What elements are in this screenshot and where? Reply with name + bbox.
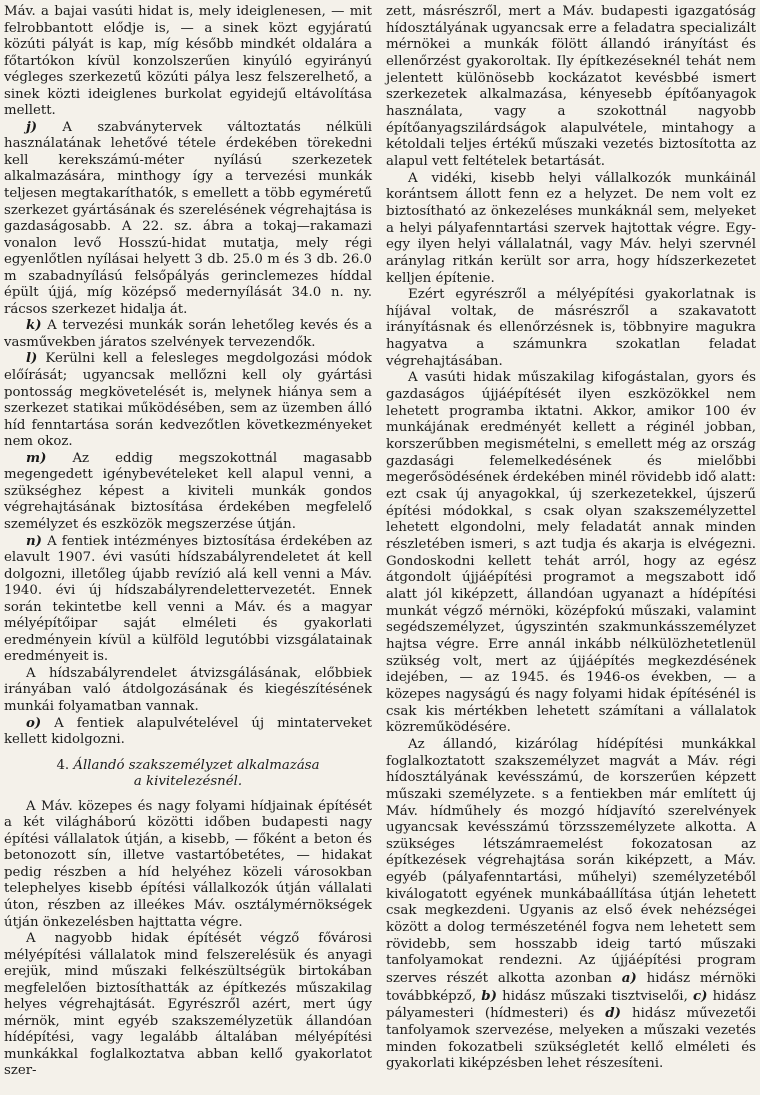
item-label-m: m): [26, 450, 47, 466]
paragraph-o: [4, 716, 372, 749]
item-label-o: o): [26, 715, 42, 731]
item-label-l: l): [26, 351, 38, 367]
item-text-l: Kerülni kell a felesleges megdolgozási módok előírását; ugyancsak mellőzni kell oly gyártási pontosság megkövetelését is, melynek hiánya sem a szerkezet statikai működésében, sem az üzemben álló híd fenntartása során kedvezőtlen következményeket nem okoz.: [4, 351, 372, 450]
item-label-j: j): [26, 119, 38, 135]
paragraph-n: [4, 534, 372, 666]
item-label-k: k): [26, 318, 42, 334]
paragraph-k: [4, 318, 372, 351]
paragraph-rural-contractors: A vidéki, kisebb helyi vállalkozók munkáinál korántsem állott fenn ez a helyzet. De nem volt ez biztosítható az önkezeléses munkáknál sem, melyeket a helyi pályafenntartási szervek hajtottak végre. Egy-egy ilyen helyi vállalatnál, vagy Máv. helyi szervnél aránylag ritkán került sor arra, hogy hídszerkezetet kelljen építenie.: [386, 170, 756, 286]
item-label-d: d): [605, 1005, 621, 1022]
item-label-c: c): [692, 987, 708, 1004]
paragraph-mav-bridges: A Máv. közepes és nagy folyami hídjainak építését a két világháború közötti időben budapesti nagy építési vállalatok útján, a kisebb, — főként a beton és betonozott sín, illetve vastartóbetétes, — hidakat pedig részben a híd helyéhez közeli városokban telephelyes kisebb építési vállalkozók útján vállalati úton, részben az illeékes Máv. osztálymérnökségek útján önkezelésben hajttatta végre.: [4, 798, 372, 930]
paragraph-larger-bridges: A nagyobb hidak építését végző fővárosi mélyépítési vállalatok mind felszerelésük és anyagi erejük, mind műszaki felkészültségük birtokában megfelelően biztosíthatták az építkezés műszakilag helyes végrehajtását. Egyrészről azért, mert úgy mérnök, mint egyéb szakszemélyzetük állandóan hídépítési, vagy legalább általában mélyépítési munkákkal foglalkoztatva abban kellő gyakorlatot szer-: [4, 931, 372, 1079]
section-title-line1: Állandó szakszemélyzet alkalmazása: [69, 757, 320, 773]
item-text-m: Az eddig megszokottnál magasabb megengedett igénybevételeket kell alapul venni, a szükséghez képest a kiviteli munkák gondos végrehajtásának biztosítása érdekében megfelelő személyzet és eszközök megszerzése útján.: [4, 450, 372, 532]
permanent-staff-text: Az állandó, kizárólag hídépítési munkákkal foglalkoztatott szakszemélyzet magvát a Máv. régi hídosztályának kevésszámú, de korszerűen képzett műszaki személyzete. s a fentiekben már említett új Máv. hídműhely és mozgó hídjavító szerelvények ugyancsak kevésszámú törzsszemélyzete alkotta. A szükséges létszámraemelést fokozatosan az építkezések végrehajtása során kiképzett, a Máv. egyéb (pályafenntartási, műhelyi) személyzetéből kiválogatott egyének munkábaállítása útján lehetett csak megkezdeni. Ugyanis az első évek nehézségei között a dolog természeténél fogva nem lehetett sem rövidebb, sem hosszabb ideig tartó műszaki tanfolyamokat rendezni. Az újjáépítési program szerves részét alkotta azonban: [386, 736, 756, 987]
item-text-n: A fentiek intézményes biztosítása érdekében az elavult 1907. évi vasúti hídszabályrendeletet át kell dolgozni, illetőleg újabb revízió alá kell venni a Máv. 1940. évi új hídszabályrendelettervezetét. Ennek során tekintetbe kell venni a Máv. és a magyar mélyépítőipar saját elméleti és gyakorlati eredményein kívül a külföld legutóbbi vizsgálatainak eredményeit is.: [4, 533, 372, 665]
item-text-a: hidász mérnöki továbbképző,: [386, 971, 756, 1004]
item-label-n: n): [26, 533, 42, 549]
section-title-line2: a kivitelezésnél.: [133, 774, 243, 790]
item-text-j: A szabványtervek változtatás nélküli használatának lehetővé tétele érdekében törekedni kell kerekszámú-méter nyílású szerkezetek alkalmazására, minthogy így a tervezési munkák teljesen megtakaríthatók, s emellett a több egyméretű szerkezet gyártásának és szerelésének végrehajtása is gazdaságosabb. A 22. sz. ábra a tokaj—rakamazi vonalon levő Hosszú-hidat mutatja, mely régi egyenlőtlen nyílásai helyett 3 db. 25.0 m és 3 db. 26.0 m szabadnyílású felsőpályás gerinclemezes híddal épült újjá, míg középső medernyílását 34.0 n. ny. rácsos szerkezet hidalja át.: [4, 119, 372, 317]
section-number: 4.: [56, 757, 70, 773]
paragraph-therefore: Ezért egyrészről a mélyépítési gyakorlatnak is híjával voltak, de másrészről a szakavatott irányításnak és ellenőrzésnek is, többnyire magukra hagyatva a számunkra szokatlan feladat végrehajtásában.: [386, 287, 756, 369]
item-text-k: A tervezési munkák során lehetőleg kevés és a vasművekben járatos szelvények tervezendők.: [4, 318, 372, 350]
left-column: [4, 4, 372, 1080]
paragraph-l: [4, 351, 372, 450]
paragraph-continuation: zett, másrészről, mert a Máv. budapesti igazgatóság hídosztályának ugyancsak erre a feladatra specializált mérnökei a munkák fölött állandó irányítást és ellenőrzést gyakoroltak. Ily építkezéseknél tehát nem jelentett különösebb kockázatot kevésbbé ismert szerkezetek alkalmazása, kényesebb építőanyagok használata, vagy a szokottnál nagyobb építőanyagszilárdságok alapulvétele, mintahogy a kétoldali teljes értékű műszaki vezetés biztosította az alapul vett feltételek betartását.: [386, 4, 756, 169]
item-text-d: hidász művezetői tanfolyamok szervezése, melyeken a műszaki vezetés minden fokozatbeli szükségletét kellő elméleti és gyakorlati kiképzésben lehet részesíteni.: [386, 1006, 756, 1072]
item-text-o: A fentiek alapulvételével új mintaterveket kellett kidolgozni.: [4, 715, 372, 748]
item-text-c: hidász pályamesteri (hídmesteri) és: [386, 988, 756, 1022]
paragraph-regulation-review: A hídszabályrendelet átvizsgálásának, előbbiek irányában való átdolgozásának és kiegészítésének munkái folyamatban vannak.: [4, 665, 372, 714]
paragraph-j: [4, 120, 372, 319]
paragraph-bajai-bridge: Máv. a bajai vasúti hidat is, mely ideiglenesen, — mit felrobbantott elődje is, — a sinek közt egyjáratú közúti pályát is kap, míg később mindkét oldalára a főtartókon kívül konzolszerűen kinyúló egyirányú végleges szerkezetű közúti pálya lesz felszerelhető, a sinek közti ideiglenes burkolat egyidejű eltávolítása mellett.: [4, 4, 372, 119]
paragraph-permanent-staff: [386, 737, 756, 1073]
item-label-a: a): [621, 970, 637, 987]
section-heading: [4, 758, 372, 791]
right-column: [386, 4, 756, 1073]
item-text-b: hidász műszaki tisztviselői,: [496, 988, 688, 1004]
paragraph-m: [4, 451, 372, 534]
item-label-b: b): [481, 987, 497, 1004]
paragraph-railway-bridges: A vasúti hidak műszakilag kifogástalan, gyors és gazdaságos újjáépítését ilyen eszközökkel nem lehetett programba iktatni. Akkor, amikor 100 év munkájának eredményét kellett a réginél jobban, korszerűbben megismételni, s emellett még az ország gazdasági felemelkedésének és mielőbbi megerősödésének érdekében minél rövidebb idő alatt: ezt csak új anyagokkal, új szerkezetekkel, újszerű építési módokkal, s csak olyan szakszemélyzettel lehetett elgondolni, mely feladatát annak minden részletében ismeri, s azt tudja és akarja is elvégezni. Gondoskodni kellett tehát arról, hogy az egész átgondolt újjáépítési programot a megszabott idő alatt jól kiképzett, állandóan ugyanazt a hídépítési munkát végző mérnöki, középfokú műszaki, valamint segédszemélyzet, úgyszintén szakmunkásszemélyzet hajtsa végre. Erre annál inkább nélkülözhetetlenül szükség volt, mert az újjáépítés megkezdésének idejében, — az 1945. és 1946-os években, — a közepes nagyságú és nagy folyami hidak építésénél is csak kis mértékben lehetett számítani a vállalatok közreműködésére.: [386, 370, 756, 736]
